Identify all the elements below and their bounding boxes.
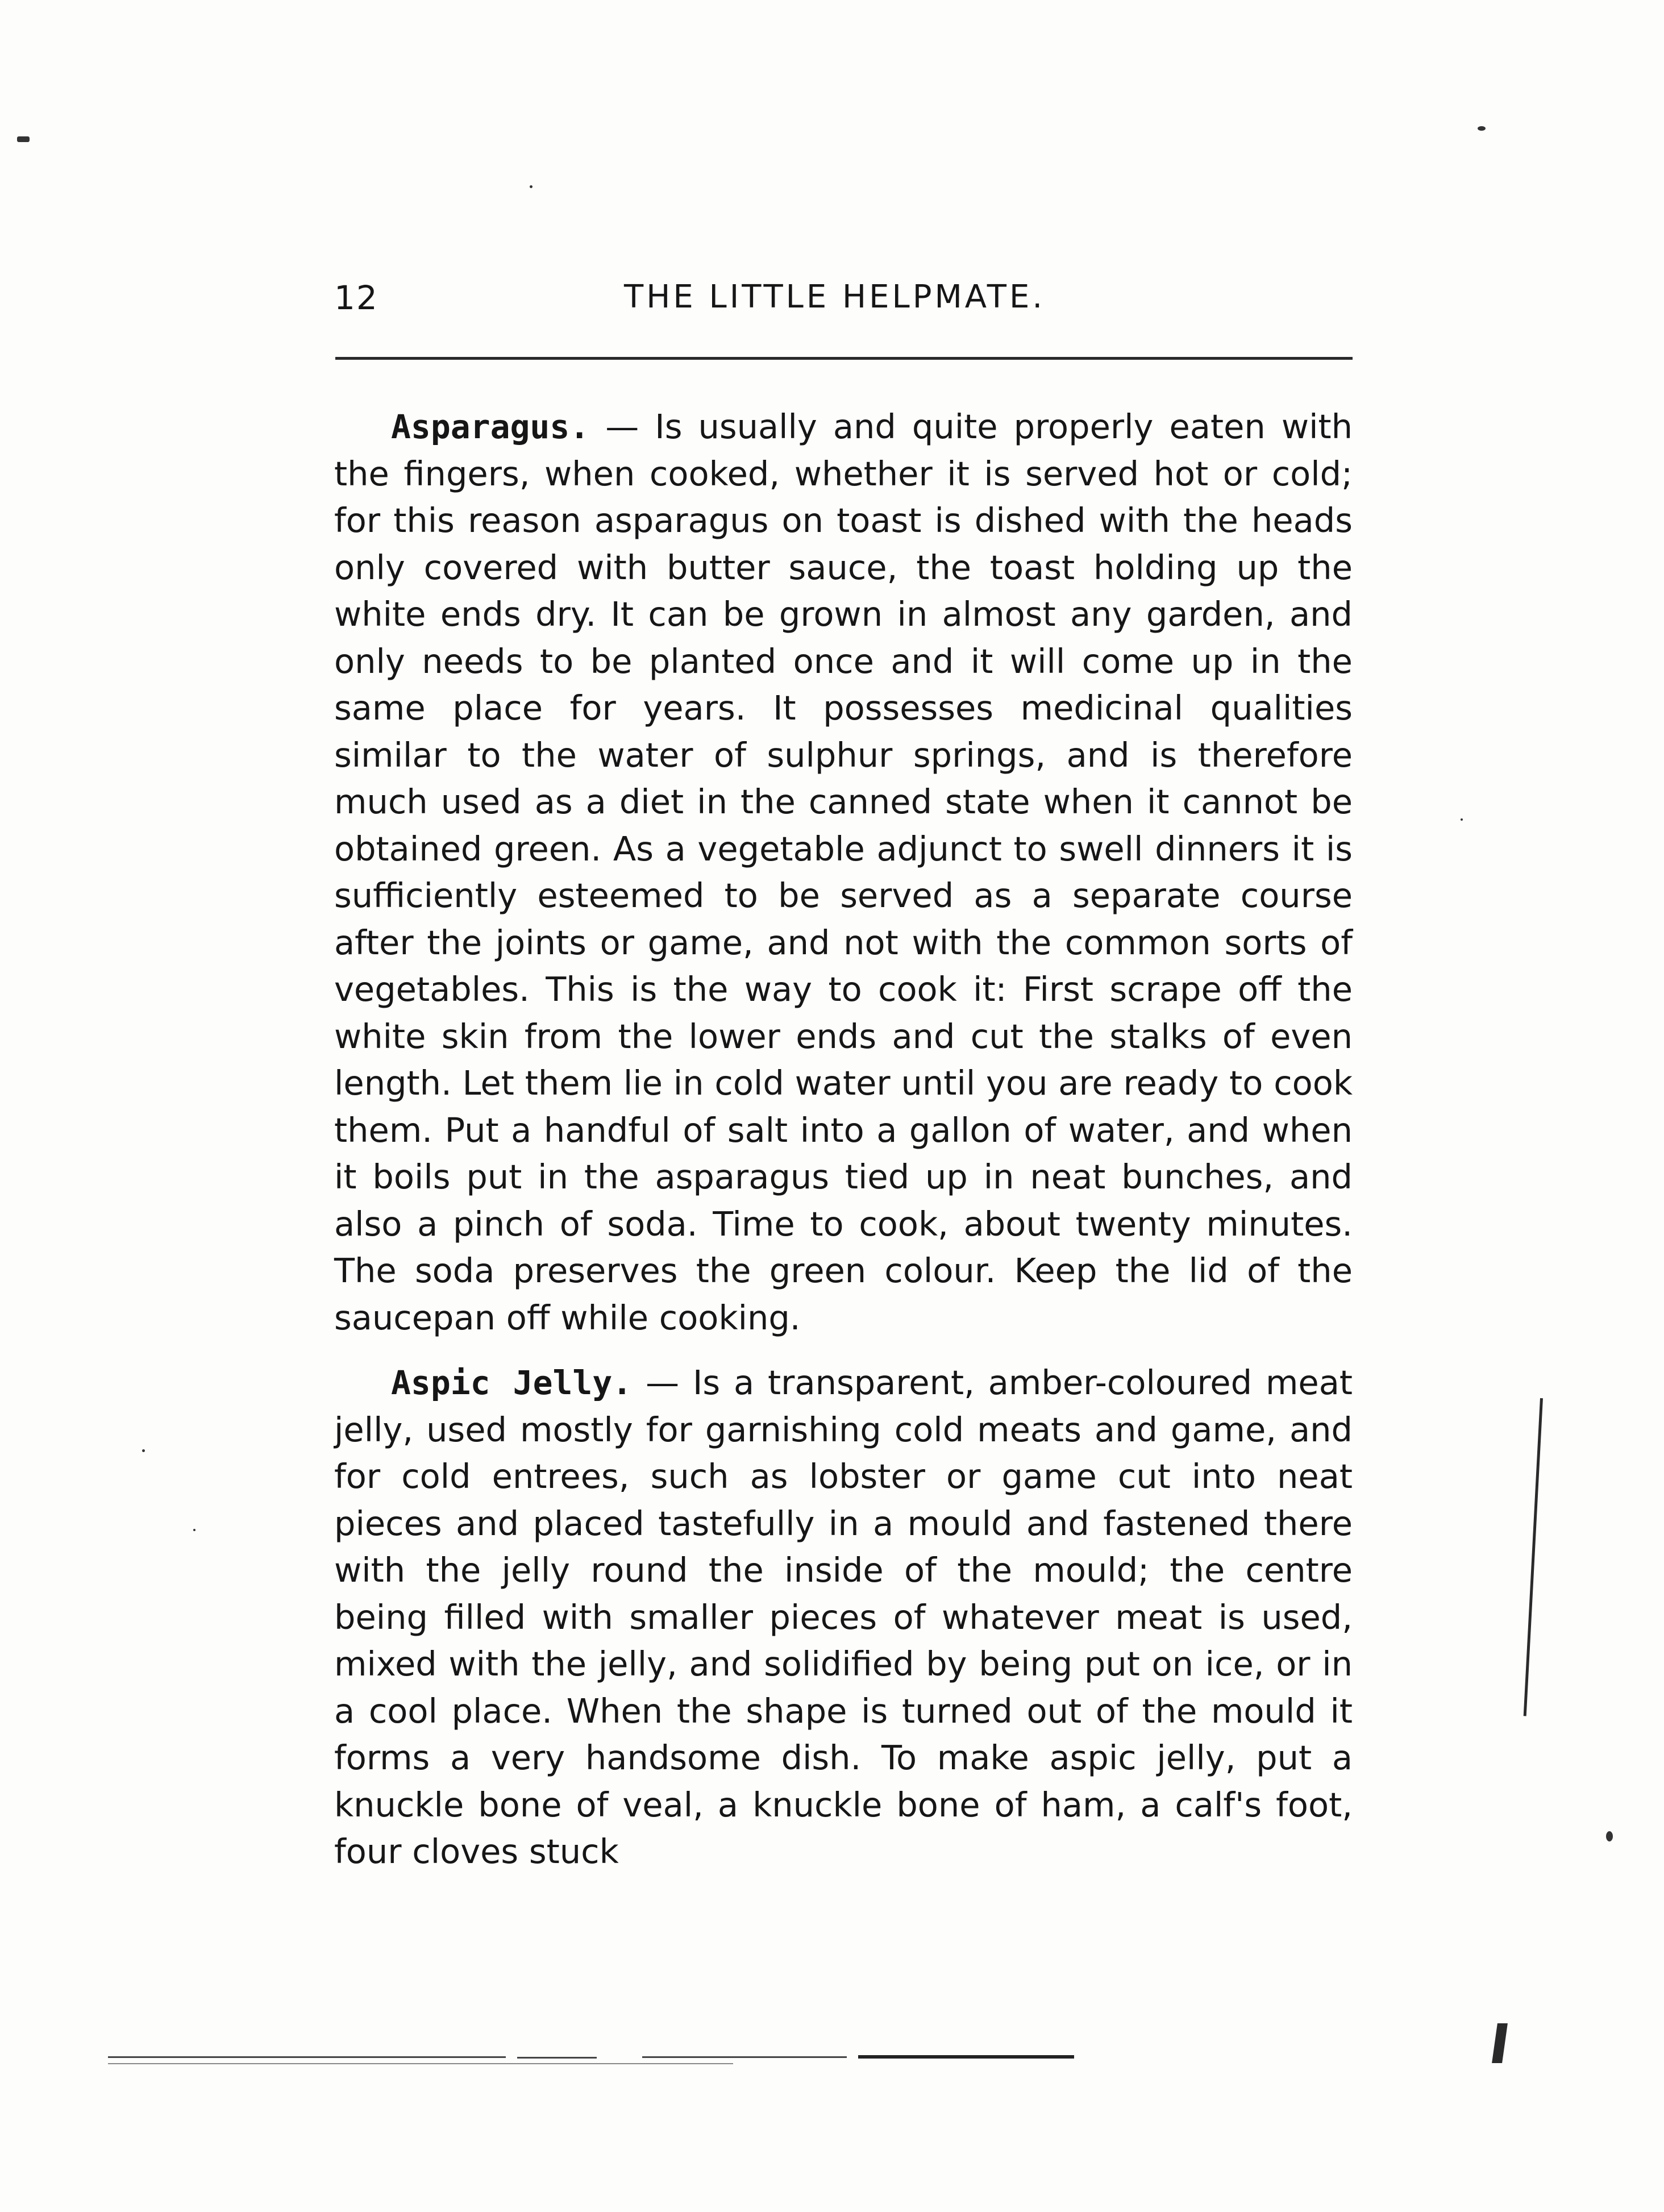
scan-speck [530,185,533,188]
body-text [334,404,1353,1876]
page-header [334,274,1351,325]
scan-speck [1606,1831,1613,1841]
header-rule [335,357,1353,360]
margin-edge-mark [1492,2023,1508,2063]
entry-asparagus [334,404,1353,1341]
entry-text: — Is usually and quite properly eaten with the fingers, when cooked, whether it is served hot or cold; for this reason asparagus on toast is dished with the heads only covered with butter sauce, the toast holding up the white ends dry. It can be grown in almost any garden, and only needs to be planted once and it will come up in the same place for years. It possesses medicinal qualities similar to the water of sulphur springs, and is therefore much used as a diet in the canned state when it cannot be obtained green. As a vegetable adjunct to swell dinners it is sufficiently esteemed to be served as a separate course after the joints or game, and not with the common sorts of vegetables. This is the way to cook it: First scrape off the white skin from the lower ends and cut the stalks of even length. Let them lie in cold water until you are ready to cook them. Put a handful of salt into a gallon of water, and when it boils put in the asparagus tied up in neat bunches, and also a pinch of soda. Time to cook, about twenty minutes. The soda preserves the green colour. Keep the lid of the saucepan off while cooking. [334,407,1353,1337]
bottom-scan-line [108,2052,1074,2065]
scan-speck [193,1529,195,1531]
page-number: 12 [334,278,378,317]
entry-text: — Is a transparent, amber-coloured meat jelly, used mostly for garnishing cold meats and game, and for cold entrees, such as lobster or game cut into neat pieces and placed tastefully in a mould and fastened there with the jelly round the inside of the mould; the centre being filled with smaller pieces of whatever meat is used, mixed with the jelly, and solidified by being put on ice, or in a cool place. When the shape is turned out of the mould it forms a very handsome dish. To make aspic jelly, put a knuckle bone of veal, a knuckle bone of ham, a calf's foot, four cloves stuck [334,1363,1353,1871]
running-title: THE LITTLE HELPMATE. [624,278,1046,315]
scan-speck [1461,818,1463,821]
scan-speck [142,1449,145,1452]
entry-headword: Asparagus. [391,408,590,446]
margin-pen-mark [1524,1398,1543,1716]
scan-speck [17,136,30,142]
entry-aspic-jelly [334,1359,1353,1876]
entry-headword: Aspic Jelly. [391,1363,633,1402]
scan-speck [1478,126,1486,131]
